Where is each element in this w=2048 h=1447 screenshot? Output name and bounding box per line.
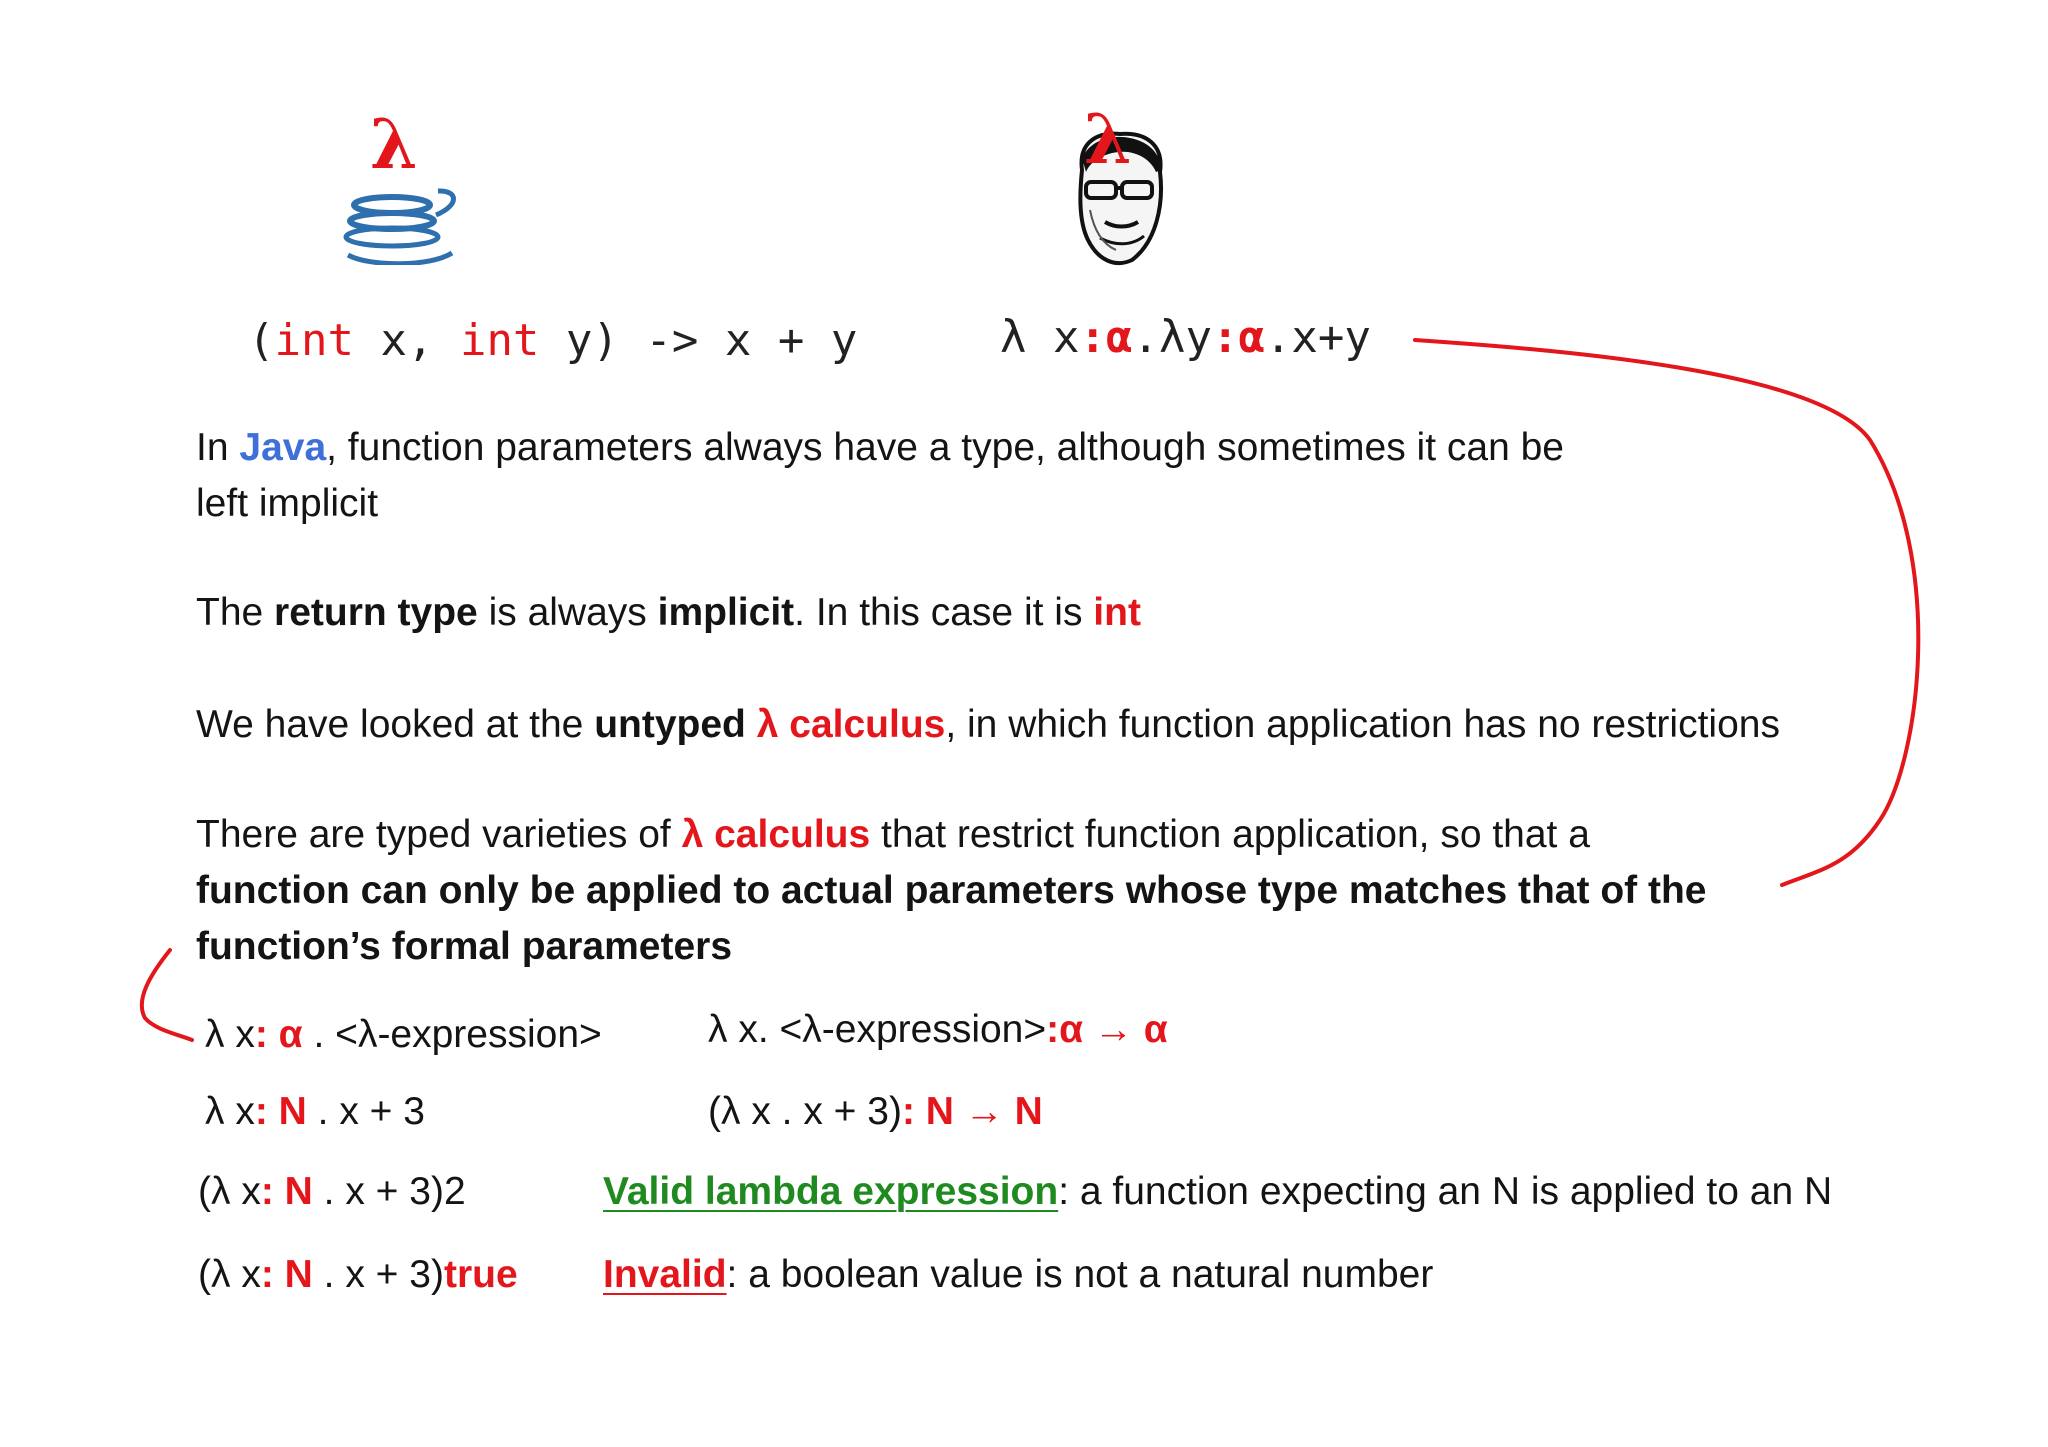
valid-label: Valid lambda expression <box>603 1170 1059 1213</box>
java-lambda-logo <box>330 105 470 265</box>
example-generic-typed-abstraction: λ x: α . <λ-expression> <box>205 1013 602 1056</box>
java-coffee-cup-icon <box>330 105 470 265</box>
example-invalid-application: (λ x: N . x + 3)true <box>198 1253 518 1296</box>
example-natural-abstraction: λ x: N . x + 3 <box>205 1090 425 1133</box>
church-lambda-logo <box>1060 100 1180 270</box>
paragraph-java-types: In Java, function parameters always have a type, although sometimes it can be left implicit <box>196 426 1564 525</box>
invalid-label: Invalid <box>603 1253 727 1296</box>
example-valid-application: (λ x: N . x + 3)2 <box>198 1170 466 1213</box>
paragraph-untyped-calculus: We have looked at the untyped λ calculus, in which function application has no restrictions <box>196 703 1780 746</box>
keyword-int: int <box>274 315 354 366</box>
lambda-symbol: λ <box>1084 100 1132 180</box>
example-generic-return-type: λ x. <λ-expression>:α → α <box>708 1008 1168 1051</box>
valid-explanation: Valid lambda expression: a function expecting an N is applied to an N <box>603 1170 1833 1213</box>
java-lambda-code: (int x, int y) -> x + y <box>248 315 858 366</box>
keyword-int: int <box>459 315 540 366</box>
lambda-symbol: λ <box>370 105 418 185</box>
paragraph-typed-calculus: There are typed varieties of λ calculus that restrict function application, so that a function can only be applied to actual parameters whose type matches that of the function’s formal parameters <box>196 813 1707 968</box>
typed-lambda-code: λ x:α.λy:α.x+y <box>1000 312 1371 363</box>
example-natural-type: (λ x . x + 3): N → N <box>708 1090 1043 1133</box>
java-term: Java <box>239 426 327 469</box>
paragraph-return-type: The return type is always implicit. In this case it is int <box>196 591 1141 634</box>
invalid-explanation: Invalid: a boolean value is not a natural number <box>603 1253 1434 1296</box>
